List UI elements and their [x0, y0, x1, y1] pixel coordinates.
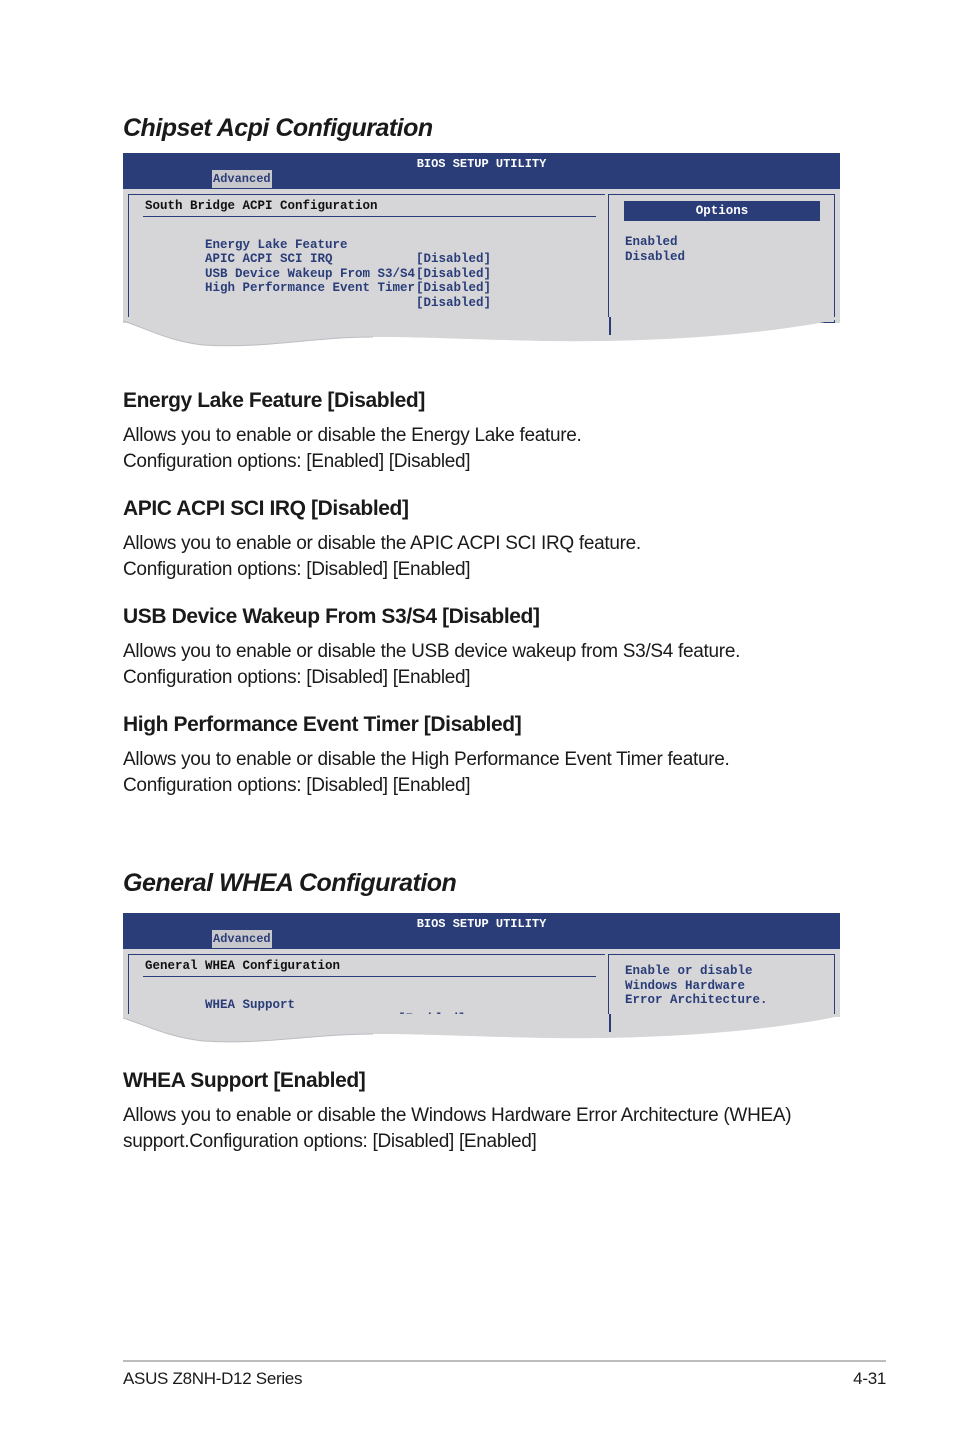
heading-apic-acpi-sci-irq: APIC ACPI SCI IRQ [Disabled]: [123, 497, 409, 520]
heading-usb-wakeup: USB Device Wakeup From S3/S4 [Disabled]: [123, 605, 540, 628]
section-title-chipset-acpi: Chipset Acpi Configuration: [123, 114, 433, 142]
footer-product-name: ASUS Z8NH-D12 Series: [123, 1369, 303, 1388]
bios-tab-advanced[interactable]: Advanced: [213, 932, 271, 946]
desc-line: Allows you to enable or disable the Windows Hardware Error Architecture (WHEA): [123, 1105, 792, 1126]
setting-label: USB Device Wakeup From S3/S4: [205, 266, 416, 281]
desc-usb-wakeup: [123, 639, 853, 691]
bios-title-bar: [123, 913, 840, 949]
panel-divider: [143, 976, 596, 977]
desc-line: Configuration options: [Disabled] [Enabled]: [123, 667, 471, 688]
panel-header: South Bridge ACPI Configuration: [145, 199, 378, 213]
desc-whea-support: [123, 1103, 863, 1155]
help-line: Error Architecture.: [625, 993, 768, 1007]
heading-hpet: High Performance Event Timer [Disabled]: [123, 713, 522, 736]
setting-value: [Disabled]: [416, 281, 492, 295]
bios-bottom-wave-decoration: [123, 1014, 840, 1045]
bios-title: BIOS SETUP UTILITY: [416, 157, 547, 171]
options-header: Options: [624, 201, 820, 221]
bios-screen-general-whea: [123, 913, 840, 1045]
setting-label: High Performance Event Timer: [205, 281, 416, 295]
bios-title: BIOS SETUP UTILITY: [416, 917, 547, 931]
option-enabled[interactable]: Enabled: [625, 235, 678, 249]
bios-body: [123, 949, 840, 1017]
setting-value: [Disabled]: [416, 295, 492, 310]
setting-value: [Disabled]: [416, 266, 492, 281]
desc-line: Configuration options: [Enabled] [Disabled]: [123, 451, 471, 472]
bios-settings-panel: [128, 194, 605, 323]
desc-line: Configuration options: [Disabled] [Enabled]: [123, 775, 471, 796]
desc-line: support.Configuration options: [Disabled] [Enabled]: [123, 1131, 537, 1152]
bios-bottom-wave-decoration: [123, 317, 840, 349]
desc-line: Configuration options: [Disabled] [Enabled]: [123, 559, 471, 580]
section-title-general-whea: General WHEA Configuration: [123, 869, 457, 897]
desc-line: Allows you to enable or disable the APIC ACPI SCI IRQ feature.: [123, 533, 641, 554]
desc-line: Allows you to enable or disable the USB device wakeup from S3/S4 feature.: [123, 641, 741, 662]
bios-tab-advanced[interactable]: Advanced: [213, 172, 271, 186]
bios-options-panel: [608, 194, 835, 323]
desc-apic-acpi-sci-irq: [123, 531, 853, 583]
heading-energy-lake: Energy Lake Feature [Disabled]: [123, 389, 425, 412]
heading-whea-support: WHEA Support [Enabled]: [123, 1069, 366, 1092]
footer-divider: [123, 1360, 886, 1362]
bios-screen-chipset-acpi: [123, 153, 840, 349]
desc-line: Allows you to enable or disable the High Performance Event Timer feature.: [123, 749, 730, 770]
panel-header: General WHEA Configuration: [145, 959, 341, 973]
setting-label: WHEA Support: [205, 997, 296, 1012]
setting-label: Energy Lake Feature: [205, 237, 348, 252]
help-line: Windows Hardware: [625, 978, 746, 993]
panel-divider: [143, 216, 596, 217]
bios-settings-panel: [128, 954, 605, 1017]
option-disabled[interactable]: Disabled: [625, 250, 686, 264]
setting-value: [Disabled]: [416, 252, 492, 266]
footer-page-number: 4-31: [853, 1369, 886, 1388]
bios-help-panel: [608, 954, 835, 1017]
setting-label: APIC ACPI SCI IRQ: [205, 252, 333, 266]
bios-title-bar: [123, 153, 840, 189]
desc-line: Allows you to enable or disable the Energy Lake feature.: [123, 425, 582, 446]
setting-hpet[interactable]: [145, 267, 492, 325]
bios-body: [123, 189, 840, 323]
desc-energy-lake: [123, 423, 853, 475]
help-line: Enable or disable: [625, 964, 753, 978]
desc-hpet: [123, 747, 853, 799]
